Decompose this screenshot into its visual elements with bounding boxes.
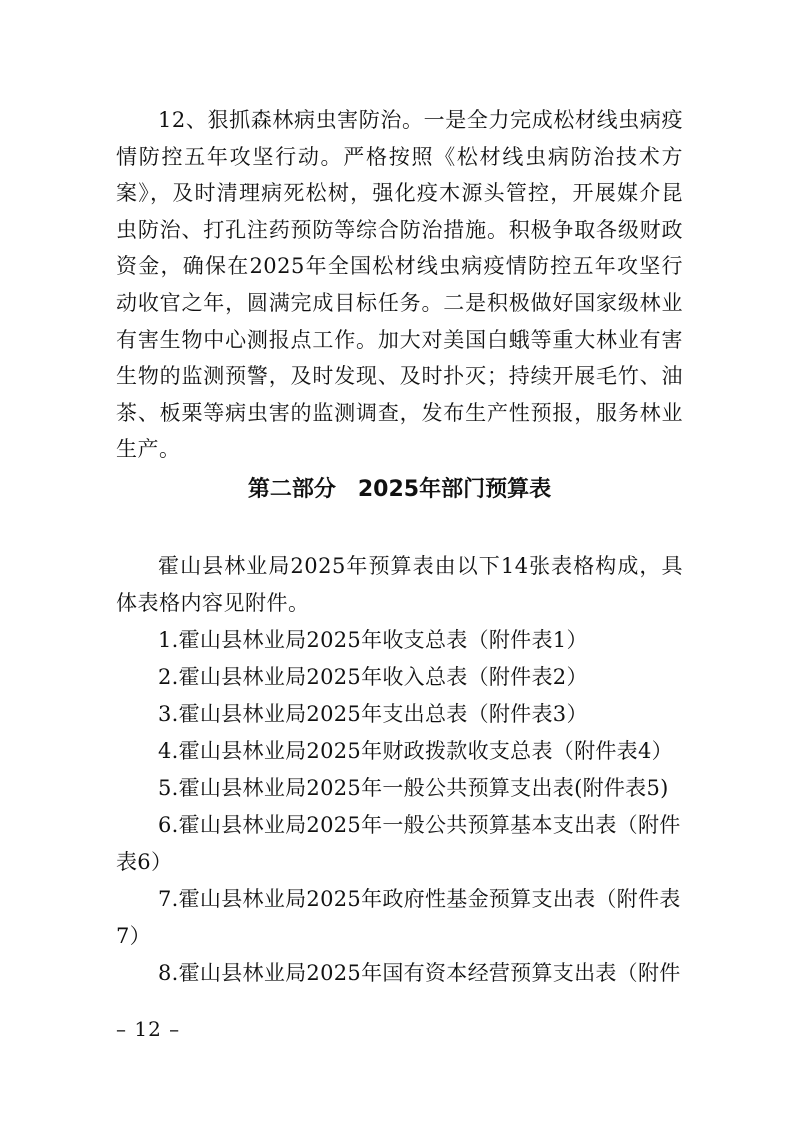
list-item: 7.霍山县林业局2025年政府性基金预算支出表（附件表7）: [116, 887, 681, 948]
budget-tables-intro: 霍山县林业局2025年预算表由以下14张表格构成，具体表格内容见附件。: [116, 554, 683, 615]
list-item: 6.霍山县林业局2025年一般公共预算基本支出表（附件表6）: [116, 813, 681, 874]
pest-control-paragraph: 12、狠抓森林病虫害防治。一是全力完成松材线虫病疫情防控五年攻坚行动。严格按照《松材线虫病防治技术方案》，及时清理病死松树，强化疫木源头管控，开展媒介昆虫防治、打孔注药预防等综合防治措施。积极争取各级财政资金，确保在2025年全国松材线虫病疫情防控五年攻坚行动收官之年，圆满完成目标任务。二是积极做好国家级林业有害生物中心测报点工作。加大对美国白蛾等重大林业有害生物的监测预警，及时发现、及时扑灭；持续开展毛竹、油茶、板栗等病虫害的监测调查，发布生产性预报，服务林业生产。: [116, 108, 683, 462]
page-number: – 12 –: [116, 1017, 181, 1041]
list-item: 2.霍山县林业局2025年收入总表（附件表2）: [158, 665, 588, 689]
list-item: 1.霍山县林业局2025年收支总表（附件表1）: [158, 628, 588, 652]
list-item: 3.霍山县林业局2025年支出总表（附件表3）: [158, 702, 588, 726]
section-heading: 第二部分 2025年部门预算表: [247, 477, 552, 502]
list-item: 4.霍山县林业局2025年财政拨款收支总表（附件表4）: [158, 739, 673, 763]
budget-table-list: [116, 622, 683, 992]
list-item: 5.霍山县林业局2025年一般公共预算支出表(附件表5): [158, 776, 669, 800]
list-item: 8.霍山县林业局2025年国有资本经营预算支出表（附件: [158, 961, 681, 985]
